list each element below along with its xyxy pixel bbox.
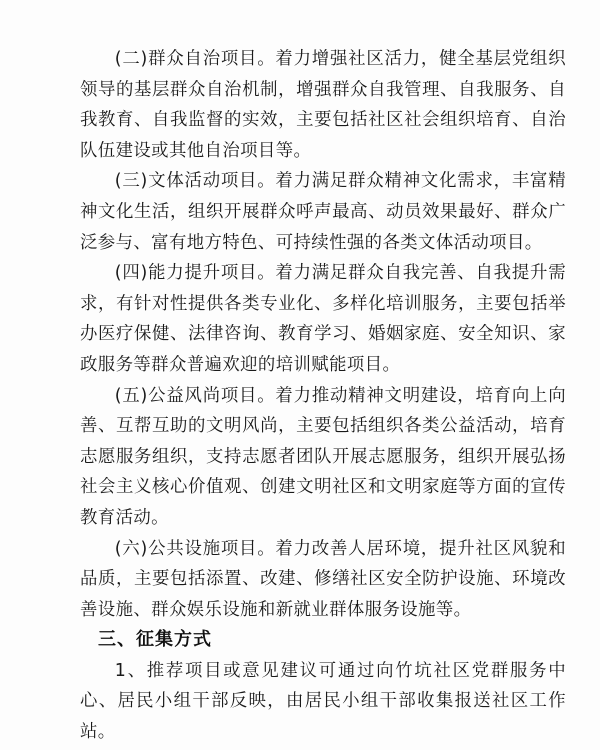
paragraph-culture-sports: (三)文体活动项目。着力满足群众精神文化需求，丰富精神文化生活，组织开展群众呼声最高、动员效果最好、群众广泛参与、富有地方特色、可持续性强的各类文体活动项目。 — [80, 171, 566, 253]
paragraph-public-welfare: (五)公益风尚项目。着力推动精神文明建设，培育向上向善、互帮互助的文明风尚，主要包括组织各类公益活动，培育志愿服务组织，支持志愿者团队开展志愿服务，组织开展弘扬社会主义核心价值观、创建文明社区和文明家庭等方面的宣传教育活动。 — [80, 385, 566, 528]
paragraph-capability: (四)能力提升项目。着力满足群众自我完善、自我提升需求，有针对性提供各类专业化、多样化培训服务，主要包括举办医疗保健、法律咨询、教育学习、婚姻家庭、安全知识、家政服务等群众普遍欢迎的培训赋能项目。 — [80, 263, 566, 375]
paragraph-collection-method: 1、推荐项目或意见建议可通过向竹坑社区党群服务中心、居民小组干部反映，由居民小组干部收集报送社区工作站。 — [80, 660, 566, 743]
paragraph-public-facilities: (六)公共设施项目。着力改善人居环境，提升社区风貌和品质，主要包括添置、改建、修缮社区安全防护设施、环境改善设施、群众娱乐设施和新就业群体服务设施等。 — [80, 538, 566, 620]
document-body — [80, 44, 566, 748]
section-heading: 三、征集方式 — [98, 629, 212, 651]
paragraph-mass-autonomy: (二)群众自治项目。着力增强社区活力，健全基层党组织领导的基层群众自治机制，增强群众自我管理、自我服务、自我教育、自我监督的实效，主要包括社区社会组织培育、自治队伍建设或其他自治项目等。 — [80, 49, 566, 161]
